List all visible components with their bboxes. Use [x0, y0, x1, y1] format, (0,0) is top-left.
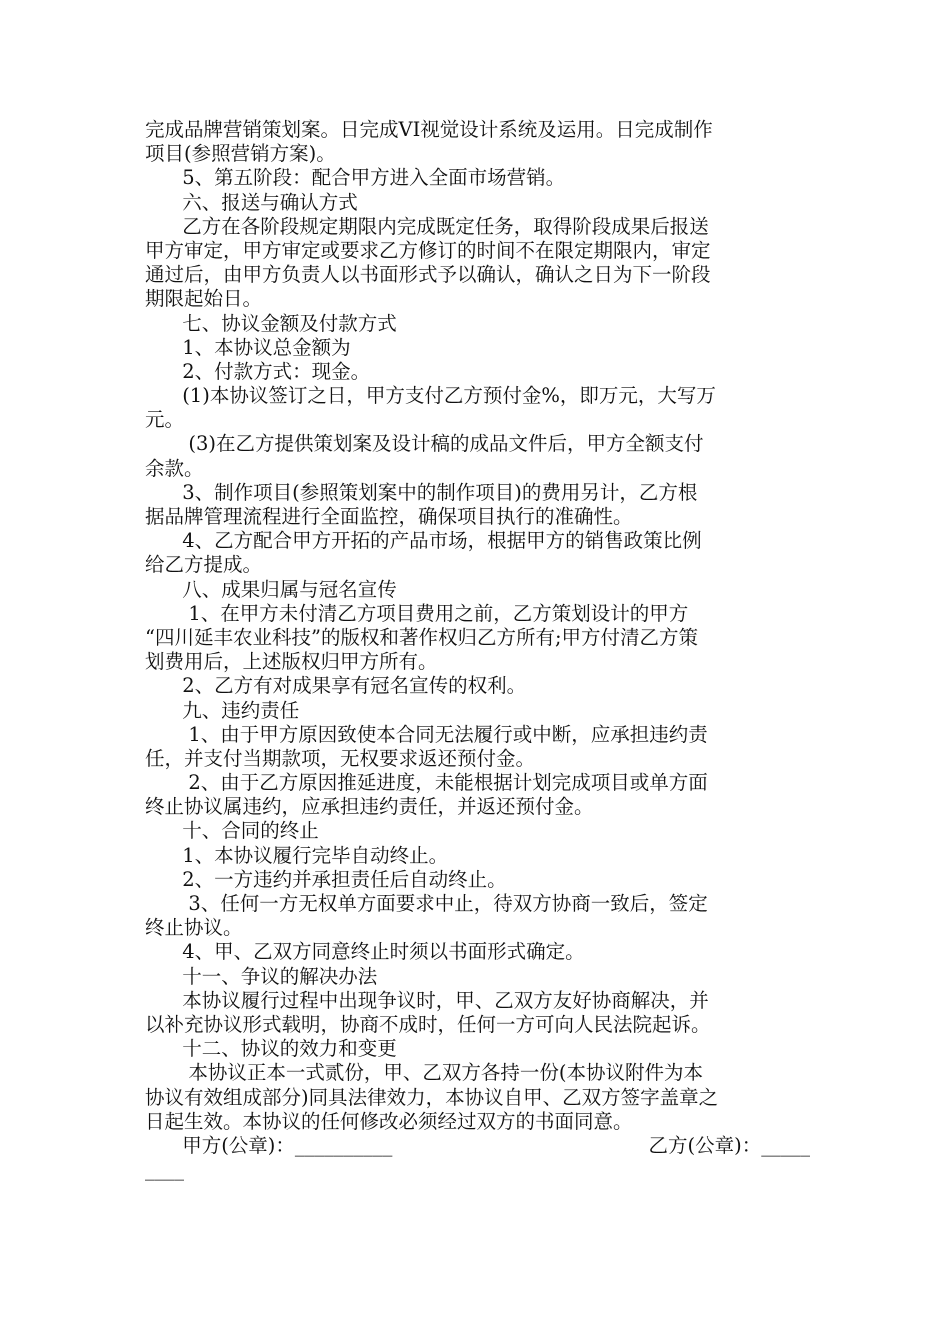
text-line: 七、协议金额及付款方式 — [145, 311, 397, 335]
text-line: 本协议正本一式贰份，甲、乙双方各持一份(本协议附件为本 — [145, 1061, 703, 1085]
text-line: 3、任何一方无权单方面要求中止，待双方协商一致后，签定 — [145, 892, 708, 915]
text-line: 完成品牌营销策划案。日完成VI视觉设计系统及运用。日完成制作 — [145, 118, 713, 141]
text-line: 任，并支付当期款项，无权要求返还预付金。 — [145, 746, 536, 770]
text-line: (1)本协议签订之日，甲方支付乙方预付金%，即万元，大写万 — [145, 384, 716, 408]
text-line: 2、乙方有对成果享有冠名宣传的权利。 — [145, 674, 527, 698]
text-line: 日起生效。本协议的任何修改必须经过双方的书面同意。 — [145, 1109, 633, 1133]
text-line: 十一、争议的解决办法 — [145, 964, 378, 988]
text-line: 1、在甲方未付清乙方项目费用之前，乙方策划设计的甲方 — [145, 601, 689, 625]
text-line: 甲方审定，甲方审定或要求乙方修订的时间不在限定期限内，审定 — [145, 238, 711, 262]
text-line: (3)在乙方提供策划案及设计稿的成品文件后，甲方全额支付 — [145, 432, 704, 456]
text-line: 九、违约责任 — [145, 698, 300, 722]
text-line: 2、付款方式：现金。 — [145, 359, 371, 383]
text-line: 划费用后，上述版权归甲方所有。 — [145, 650, 438, 674]
contract-document — [145, 118, 810, 1182]
text-line: 项目(参照营销方案)。 — [145, 142, 336, 166]
text-line: “四川延丰农业科技”的版权和著作权归乙方所有;甲方付清乙方策 — [145, 625, 699, 649]
text-line: 2、一方违约并承担责任后自动终止。 — [145, 867, 507, 891]
text-line: 给乙方提成。 — [145, 553, 263, 577]
text-line: 3、制作项目(参照策划案中的制作项目)的费用另计，乙方根 — [145, 480, 698, 504]
signature-row — [145, 1134, 810, 1158]
text-line: 十二、协议的效力和变更 — [145, 1037, 397, 1061]
text-line: 5、第五阶段：配合甲方进入全面市场营销。 — [145, 166, 566, 190]
text-line: 4、乙方配合甲方开拓的产品市场，根据甲方的销售政策比例 — [145, 529, 702, 553]
text-line: 本协议履行过程中出现争议时，甲、乙双方友好协商解决，并 — [145, 988, 709, 1012]
text-line: 乙方在各阶段规定期限内完成既定任务，取得阶段成果后报送 — [145, 214, 709, 238]
text-line: 以补充协议形式载明，协商不成时，任何一方可向人民法院起诉。 — [145, 1012, 711, 1036]
text-line: 2、由于乙方原因推延进度，未能根据计划完成项目或单方面 — [145, 771, 708, 795]
text-line: 1、本协议总金额为 — [145, 335, 351, 359]
party-b-signature: 乙方(公章)：_____ — [648, 1133, 810, 1157]
text-line: 余款。 — [145, 456, 204, 480]
text-line: 十、合同的终止 — [145, 819, 319, 843]
text-line: 八、成果归属与冠名宣传 — [145, 577, 397, 601]
party-a-signature: 甲方(公章)：__________ — [145, 1133, 393, 1157]
text-line: 1、本协议履行完毕自动终止。 — [145, 843, 449, 867]
signature-continuation: ____ — [145, 1158, 184, 1182]
text-line: 协议有效组成部分)同具法律效力，本协议自甲、乙双方签字盖章之 — [145, 1085, 719, 1109]
text-line: 据品牌管理流程进行全面监控，确保项目执行的准确性。 — [145, 505, 633, 528]
text-line: 六、报送与确认方式 — [145, 190, 358, 214]
text-line: 期限起始日。 — [145, 287, 263, 311]
text-line: 终止协议属违约，应承担违约责任，并返还预付金。 — [145, 795, 594, 819]
text-line: 1、由于甲方原因致使本合同无法履行或中断，应承担违约责 — [145, 722, 708, 746]
text-line: 元。 — [145, 408, 185, 432]
text-line: 通过后，由甲方负责人以书面形式予以确认，确认之日为下一阶段 — [145, 263, 711, 287]
text-line: 终止协议。 — [145, 916, 243, 940]
document-body — [145, 118, 810, 1134]
text-line: 4、甲、乙双方同意终止时须以书面形式确定。 — [145, 940, 585, 964]
